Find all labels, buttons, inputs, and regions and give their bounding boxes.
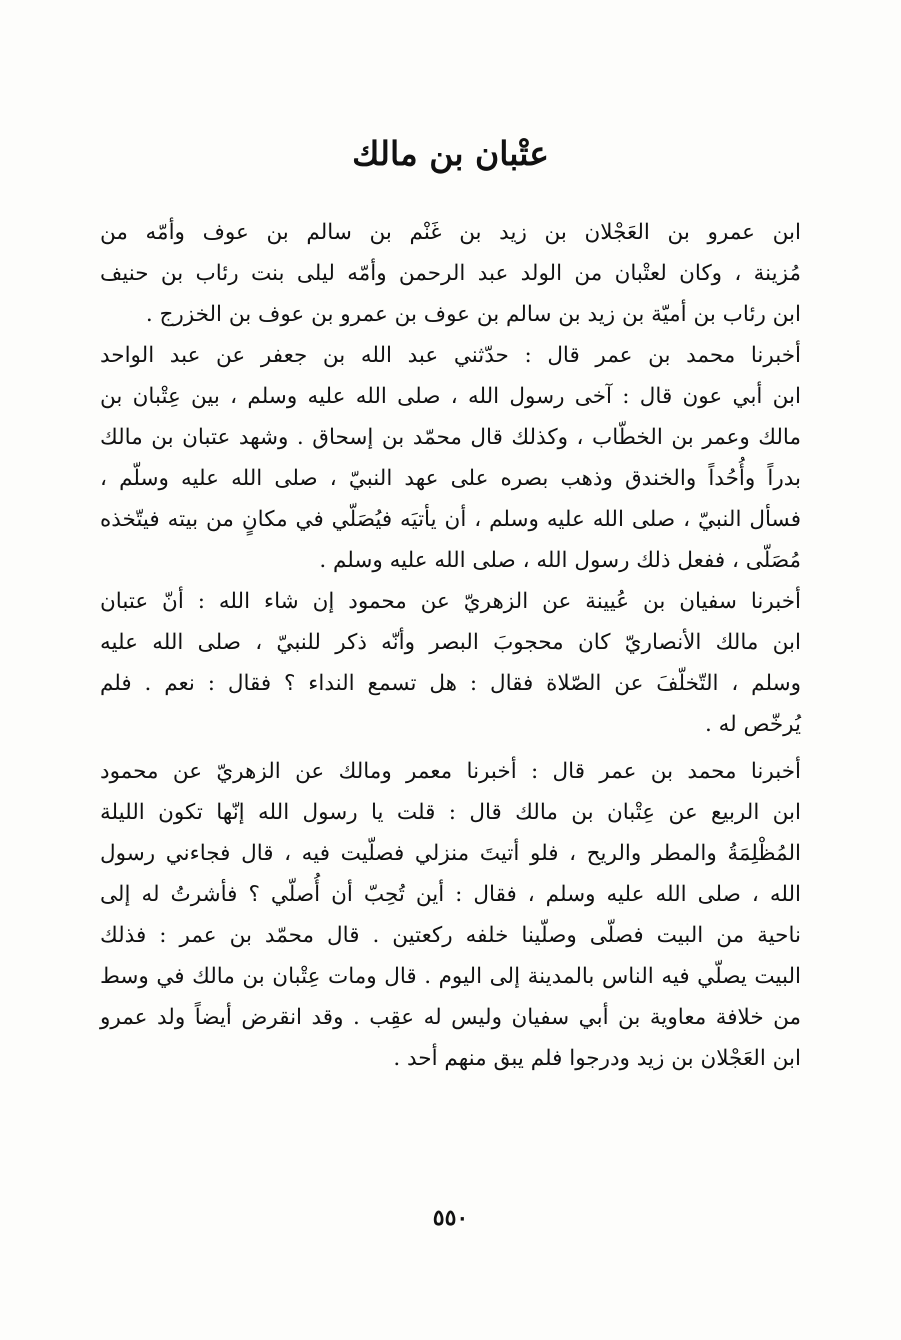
text-line: المُظْلِمَةُ والمطر والريح ، فلو أتيتَ منزلي فصلّيت فيه ، قال فجاءني رسول (100, 841, 801, 866)
text-line: ابن رئاب بن أميّة بن زيد بن سالم بن عوف بن عمرو بن عوف بن الخزرج . (145, 302, 801, 327)
text-line: ابن عمرو بن العَجْلان بن زيد بن غَنْم بن سالم بن عوف وأمّه من (100, 220, 801, 245)
paragraph-3 (100, 581, 801, 745)
text-line: فسأل النبيّ ، صلى الله عليه وسلم ، أن يأتيَه فيُصَلّي في مكانٍ من بيته فيتّخذه (100, 507, 801, 532)
paragraph-1 (100, 212, 801, 335)
text-line: بدراً وأُحُداً والخندق وذهب بصره على عهد النبيّ ، صلى الله عليه وسلّم ، (100, 466, 801, 491)
page-title: عتْبان بن مالك (352, 134, 549, 174)
text-line: ناحية من البيت فصلّى وصلّينا خلفه ركعتين . قال محمّد بن عمر : فذلك (100, 923, 801, 948)
text-line: ابن العَجْلان بن زيد ودرجوا فلم يبق منهم أحد . (393, 1046, 801, 1071)
text-line: أخبرنا محمد بن عمر قال : حدّثني عبد الله بن جعفر عن عبد الواحد (100, 343, 801, 368)
text-line: الله ، صلى الله عليه وسلم ، فقال : أين تُحِبّ أن أُصلّي ؟ فأشرتُ له إلى (100, 882, 801, 907)
paragraph-4 (100, 751, 801, 1079)
text-line: البيت يصلّي فيه الناس بالمدينة إلى اليوم . قال ومات عِتْبان بن مالك في وسط (100, 964, 801, 989)
text-line: ابن أبي عون قال : آخى رسول الله ، صلى الله عليه وسلم ، بين عِتْبان بن (100, 384, 801, 409)
text-line: أخبرنا محمد بن عمر قال : أخبرنا معمر ومالك عن الزهريّ عن محمود (100, 759, 801, 784)
paragraph-2 (100, 335, 801, 581)
page-number: ٥٥٠ (432, 1205, 469, 1231)
text-line: مالك وعمر بن الخطّاب ، وكذلك قال محمّد بن إسحاق . وشهد عتبان بن مالك (100, 425, 801, 450)
text-line: ابن الربيع عن عِتْبان بن مالك قال : قلت يا رسول الله إنّها تكون الليلة (100, 800, 801, 825)
text-line: من خلافة معاوية بن أبي سفيان وليس له عقِب . وقد انقرض أيضاً ولد عمرو (100, 1005, 801, 1030)
text-line: أخبرنا سفيان بن عُيينة عن الزهريّ عن محمود إن شاء الله : أنّ عتبان (100, 589, 801, 614)
text-line: يُرخّص له . (704, 712, 801, 737)
text-line: مُصَلّى ، ففعل ذلك رسول الله ، صلى الله عليه وسلم . (319, 548, 801, 573)
text-line: وسلم ، التّخلّفَ عن الصّلاة فقال : هل تسمع النداء ؟ فقال : نعم . فلم (100, 671, 801, 696)
text-line: مُزينة ، وكان لعتْبان من الولد عبد الرحمن وأمّه ليلى بنت رئاب بن حنيف (100, 261, 801, 286)
document-body (100, 212, 801, 1079)
text-line: ابن مالك الأنصاريّ كان محجوبَ البصر وأنّه ذكر للنبيّ ، صلى الله عليه (100, 630, 801, 655)
